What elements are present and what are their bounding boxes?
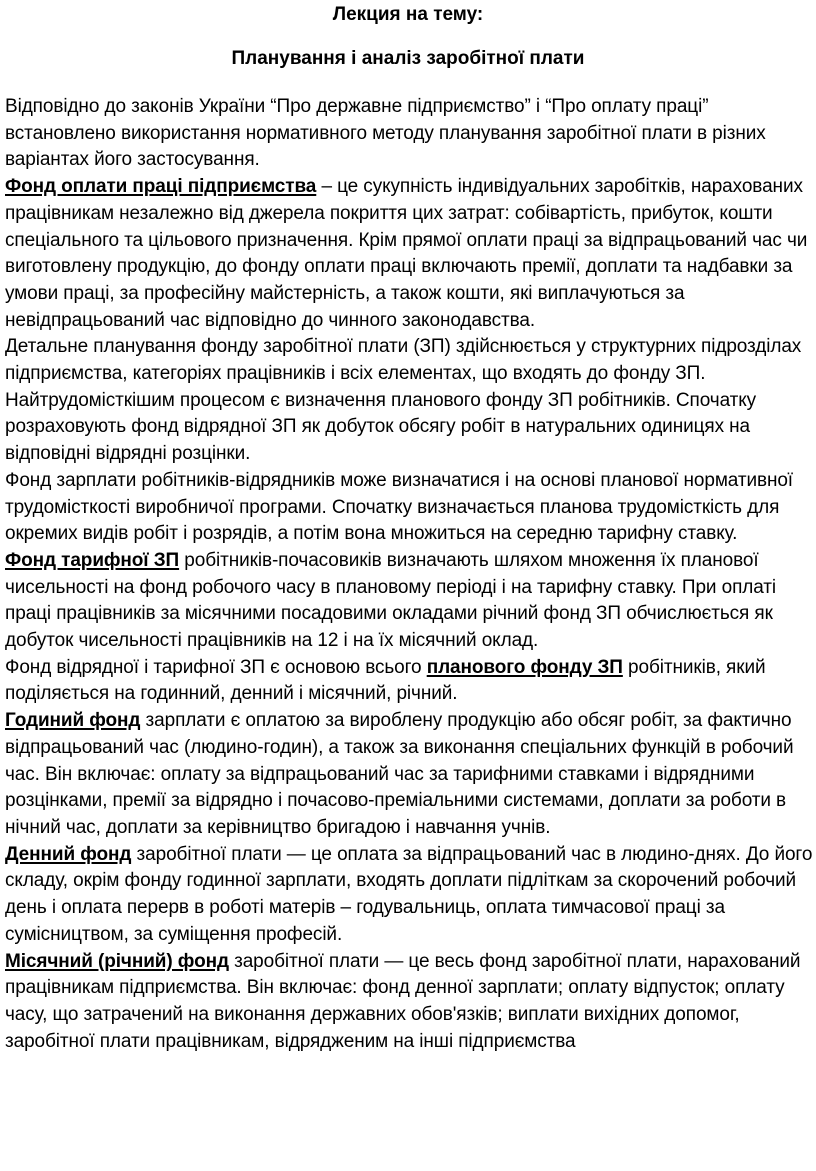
paragraph-detailed-planning bbox=[5, 334, 815, 387]
paragraph-text: заробітної плати — це оплата за відпрацьований час в людино-днях. До його складу, окрім фонду годинної зарплати, входять доплати підліткам за скорочений робочий день і оплата перерв в роботі матерів – годувальниць, оплата тимчасової праці за сумісництвом, за суміщення професій. bbox=[5, 843, 813, 945]
paragraph-text: Найтрудомісткішим процесом є визначення планового фонду ЗП робітників. Спочатку розраховують фонд відрядної ЗП як добуток обсягу робіт в натуральних одиницях на відповідні відрядні розцінки. bbox=[5, 389, 757, 465]
lecture-title: Планування і аналіз заробітної плати bbox=[231, 48, 585, 69]
term-monthly-fund: Місячний (річний) фонд bbox=[5, 950, 229, 972]
term-planned-fund: планового фонду ЗП bbox=[426, 656, 623, 678]
paragraph-monthly-fund bbox=[5, 949, 815, 1056]
term-hourly-fund: Годиний фонд bbox=[5, 710, 141, 732]
paragraph-tariff-fund bbox=[5, 548, 815, 655]
paragraph-text: – це сукупність індивідуальних заробітків, нарахованих працівникам незалежно від джерела покриття цих затрат: собівартість, прибуток, кошти спеціального та цільового призначення. Крім прямої оплати праці за відпрацьований час чи виготовлену продукцію, до фонду оплати праці включають премії, доплати та надбавки за умови праці, за професійну майстерність, а також кошти, які виплачуються за невідпрацьований час відповідно до чинного законодавства. bbox=[5, 176, 808, 331]
term-daily-fund: Денний фонд bbox=[5, 843, 132, 865]
paragraph-planned-fund bbox=[5, 655, 815, 708]
paragraph-text: робітників-почасовиків визначають шляхом множення їх планової чисельності на фонд робочого часу в плановому періоді і на тарифну ставку. При оплаті праці працівників за місячними посадовими окладами річний фонд ЗП обчислюється як добуток чисельності працівників на 12 і на їх місячний оклад. bbox=[5, 549, 777, 652]
paragraph-normative-labor bbox=[5, 468, 815, 548]
document-body bbox=[5, 94, 815, 1055]
lecture-heading: Лекция на тему: bbox=[332, 4, 484, 25]
paragraph-text: зарплати є оплатою за вироблену продукцію або обсяг робіт, за фактично відпрацьований час (людино-годин), а також за виконання спеціальних функцій в робочий час. Він включає: оплату за відпрацьований час за тарифними ставками і відрядними розцінками, премії за відрядно і почасово-преміальними системами, доплати за роботи в нічний час, доплати за керівництво бригадою і навчання учнів. bbox=[5, 710, 794, 838]
paragraph-text: Детальне планування фонду заробітної плати (ЗП) здійснюється у структурних підрозділах підприємства, категоріях працівників і всіх елементах, що входять до фонду ЗП. bbox=[5, 336, 802, 385]
paragraph-daily-fund bbox=[5, 842, 815, 949]
paragraph-text: робітників, який поділяється на годинний, денний і місячний, річний. bbox=[5, 656, 766, 705]
paragraph-text: Фонд відрядної і тарифної ЗП є основою всього bbox=[5, 656, 427, 678]
paragraph-intro bbox=[5, 94, 815, 174]
paragraph-text: заробітної плати — це весь фонд заробітної плати, нарахований працівникам підприємства. Він включає: фонд денної зарплати; оплату відпусток; оплату часу, що затрачений на виконання державних обов'язків; виплати вихідних допомог, заробітної плати працівникам, відрядженим на інші підприємства bbox=[5, 950, 801, 1052]
term-payroll-fund: Фонд оплати праці підприємства bbox=[5, 176, 317, 198]
paragraph-payroll-fund bbox=[5, 174, 815, 334]
paragraph-text: Фонд зарплати робітників-відрядників може визначатися і на основі планової нормативної трудомісткості виробничої програми. Спочатку визначається планова трудомісткість для окремих видів робіт і розрядів, а потім вона множиться на середню тарифну ставку. bbox=[5, 469, 793, 545]
paragraph-text: Відповідно до законів України “Про державне підприємство” і “Про оплату праці” встановлено використання нормативного методу планування заробітної плати в різних варіантах його застосування. bbox=[5, 96, 766, 171]
paragraph-piece-rate bbox=[5, 388, 815, 468]
paragraph-hourly-fund bbox=[5, 708, 815, 842]
term-tariff-fund: Фонд тарифної ЗП bbox=[5, 549, 180, 571]
